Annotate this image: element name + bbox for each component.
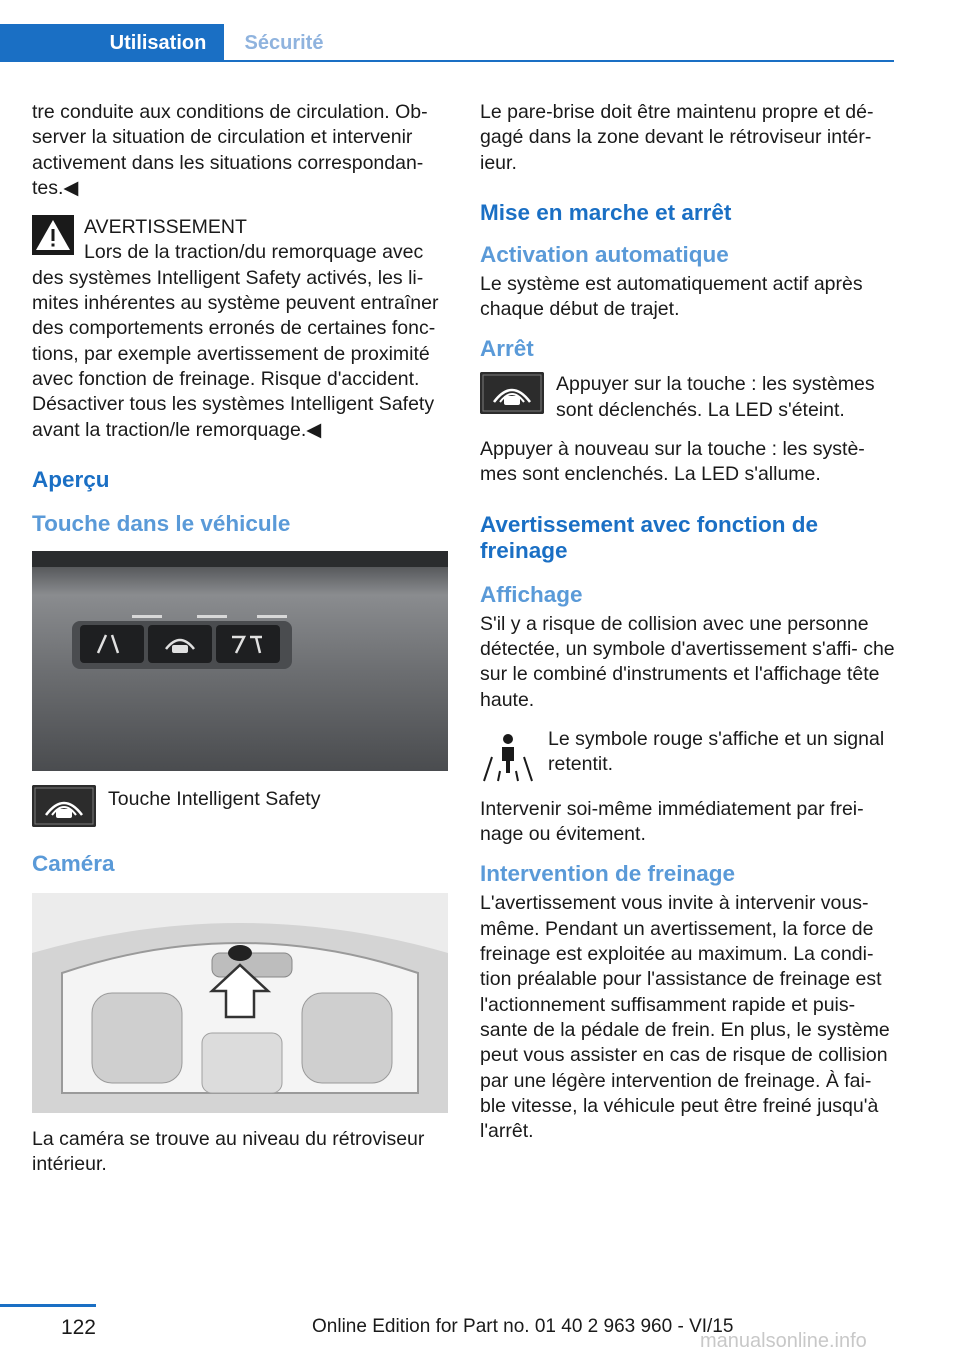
arret-button-row bbox=[480, 372, 896, 423]
pedestrian-warning-icon bbox=[480, 727, 536, 783]
intelligent-safety-button-icon bbox=[480, 372, 544, 414]
arret-icon-text: Appuyer sur la touche : les systèmes sont déclenchés. La LED s'éteint. bbox=[556, 373, 875, 421]
left-column bbox=[32, 100, 448, 1191]
heading-touche-vehicule: Touche dans le véhicule bbox=[32, 510, 291, 536]
heading-apercu: Aperçu bbox=[32, 466, 110, 492]
symbol-text: Le symbole rouge s'affiche et un signal retentit. bbox=[548, 727, 885, 776]
warning-block bbox=[32, 215, 448, 443]
arret-text: Appuyer à nouveau sur la touche : les systè‐ mes sont enclenchés. La LED s'allume. bbox=[480, 438, 865, 486]
safety-button-caption: Touche Intelligent Safety bbox=[108, 787, 321, 810]
footer-rule bbox=[0, 1304, 96, 1307]
right-intro-text: Le pare-brise doit être maintenu propre et dé‐ gagé dans la zone devant le rétroviseur intér‐ ieur. bbox=[480, 101, 874, 174]
tab-utilisation[interactable]: Utilisation bbox=[0, 24, 224, 62]
edition-note: Online Edition for Part no. 01 40 2 963 960 - VI/15 bbox=[312, 1316, 734, 1337]
heading-arret: Arrêt bbox=[480, 336, 534, 362]
tab-securite[interactable]: Sécurité bbox=[244, 31, 324, 54]
heading-avertissement-freinage: Avertissement avec fonction de freinage bbox=[480, 511, 819, 563]
activation-text: Le système est automatiquement actif après chaque début de trajet. bbox=[480, 272, 863, 321]
watermark: manualsonline.info bbox=[700, 1330, 867, 1352]
pedestrian-symbol-row bbox=[480, 727, 896, 783]
heading-camera: Caméra bbox=[32, 850, 115, 876]
page-header bbox=[0, 0, 894, 62]
heading-affichage: Affichage bbox=[480, 581, 583, 607]
heading-mise-en-marche: Mise en marche et arrêt bbox=[480, 199, 732, 225]
heading-activation-automatique: Activation automatique bbox=[480, 241, 729, 267]
intelligent-safety-button-icon bbox=[32, 785, 96, 827]
intervenir-text: Intervenir soi-même immédiatement par frei‐ nage ou évitement. bbox=[480, 797, 864, 846]
camera-location-photo bbox=[32, 893, 448, 1113]
intervention-text: L'avertissement vous invite à intervenir vous- même. Pendant un avertissement, la force de freinage est exploitée au maximum. La condi‐ tion préalable pour l'assistance de freinage est l'actionnement suffisamment rapide et puis‐ sante de la pédale de frein. En plus, le système peut vous assister en cas de risque de collision par une légère intervention de freinage. À fai‐ ble vitesse, la véhicule peut être freiné jusqu'à l'arrêt. bbox=[480, 892, 890, 1143]
warning-triangle-icon bbox=[32, 215, 74, 255]
page-number: 122 bbox=[60, 1316, 96, 1339]
affichage-text: S'il y a risque de collision avec une personne détectée, un symbole d'avertissement s'affi‐ che sur le combiné d'instruments et l'affichage tête haute. bbox=[480, 612, 895, 711]
safety-button-row bbox=[32, 785, 448, 827]
warning-title: AVERTISSEMENT bbox=[84, 216, 247, 239]
left-intro-text: tre conduite aux conditions de circulation. Ob‐ server la situation de circulation et intervenir activement dans les situations correspondan‐ tes.◀ bbox=[32, 101, 428, 199]
warning-text: Lors de la traction/du remorquage avec des systèmes Intelligent Safety activés, les li‐ mites inhérentes au système peuvent entraîner des comportements erronés de certaines fonc‐ tions, par exemple avertissement de proximité avec fonction de freinage. Risque d'accident. Désactiver tous les systèmes Intelligent Safety avant la traction/le remorquage.◀ bbox=[32, 241, 439, 441]
header-rule bbox=[224, 60, 894, 62]
button-panel-photo bbox=[32, 551, 448, 771]
heading-intervention-freinage: Intervention de freinage bbox=[480, 861, 736, 887]
camera-text: La caméra se trouve au niveau du rétroviseur intérieur. bbox=[32, 1127, 425, 1176]
right-column bbox=[480, 100, 896, 1158]
